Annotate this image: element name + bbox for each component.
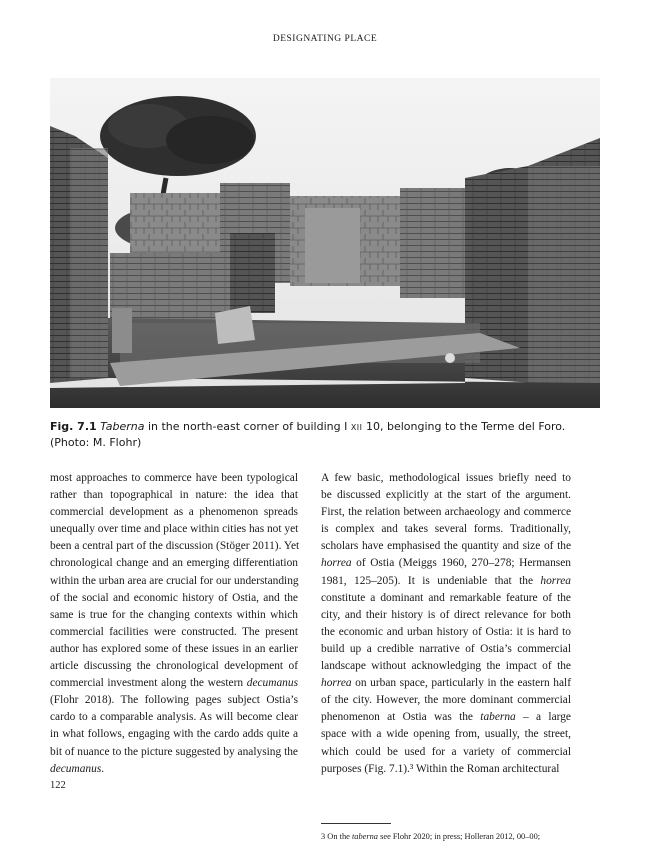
left-column-line: unequally over time and place within cities has not yet [50,523,299,536]
right-column-line: A few basic, methodological issues briefly need to [321,472,571,484]
left-column-line: (Flohr 2018). The following pages subject Ostia’s [50,694,298,707]
right-column-line: the economic and urban history of Ostia: it is hard to [321,625,571,638]
footnote-rule [321,823,391,824]
right-column-line: city, and their history is of direct relevance for both [321,608,571,621]
left-column-line: of the social and economic history of Ostia, and the [50,591,298,604]
page-number: 122 [50,780,66,791]
right-column-line: is complex and takes several forms. Traditionally, [321,523,571,536]
caption-smallcaps: XII [350,423,363,432]
left-column-line: most approaches to commerce have been typological [50,472,298,484]
caption-text-1: in the north-east corner of building I [144,420,351,433]
left-column-line: bit of nuance to the picture suggested by analysing the [50,745,298,758]
left-column-line: been a central part of the discussion (Stöger 2011). Yet [50,540,300,553]
figure-label: Fig. 7.1 [50,420,97,433]
right-column-line: landscape without acknowledging the impact of the [321,660,571,673]
right-column-line: horrea of Ostia (Meiggs 1960, 270–278; Hermansen [321,557,571,570]
right-column-line: scholars have emphasised the quantity and size of the [321,540,571,553]
left-column-line: commercial investment along the western decumanus [50,677,298,690]
figure-caption [50,419,602,450]
left-column-line: same is true for the changing contexts within which [50,608,298,621]
right-column-line: constitute a dominant and remarkable feature of the [321,591,571,604]
right-column-line: of the city. However, the more dominant commercial [321,694,571,707]
body-column-right [321,470,571,778]
left-column-line: in what follows, engaging with the cardo adds quite a [50,728,298,741]
right-column-line: build up a credible narrative of Ostia’s commercial [321,642,571,655]
left-column-line: decumanus. [50,762,105,775]
left-column-line: rather than topographical in nature: the idea that [50,489,298,502]
figure-photo [50,78,600,408]
right-column-line: First, the relation between archaeology and commerce [321,506,571,519]
left-column-line: within the urban area are crucial for our understanding [50,574,299,587]
body-column-left [50,470,298,778]
caption-text-2: 10, belonging to the Terme del Foro. (Photo: M. Flohr) [50,420,566,449]
right-column-line: phenomenon at Ostia was the taberna – a large [321,711,571,724]
left-column-line: chronological change and an emerging differentiation [50,557,298,570]
caption-italic: Taberna [100,420,145,433]
running-head: DESIGNATING PLACE [272,34,378,44]
right-column-line: which could be used for a variety of commercial [321,745,571,758]
right-column-line: space with a wide opening from, usually, the street, [321,728,571,741]
right-column-line: purposes (Fig. 7.1).³ Within the Roman architectural [321,762,560,775]
left-column-line: commercial facilities were constructed. The present [50,625,298,638]
footnote: 3 On the taberna see Flohr 2020; in press; Holleran 2012, 00–00; [321,832,541,841]
left-column-line: cardo to a comparable analysis. As will become clear [50,711,298,724]
left-column-line: author has explored some of these issues in an earlier [50,642,298,655]
right-column-line: horrea on urban space, particularly in the eastern half [321,677,571,690]
left-column-line: article discussing the chronological development of [50,660,298,673]
right-column-line: be discussed explicitly at the start of the argument. [321,489,571,502]
right-column-line: 1981, 125–205). It is undeniable that the horrea [321,574,571,587]
left-column-line: commercial development as a phenomenon spreads [50,506,298,519]
